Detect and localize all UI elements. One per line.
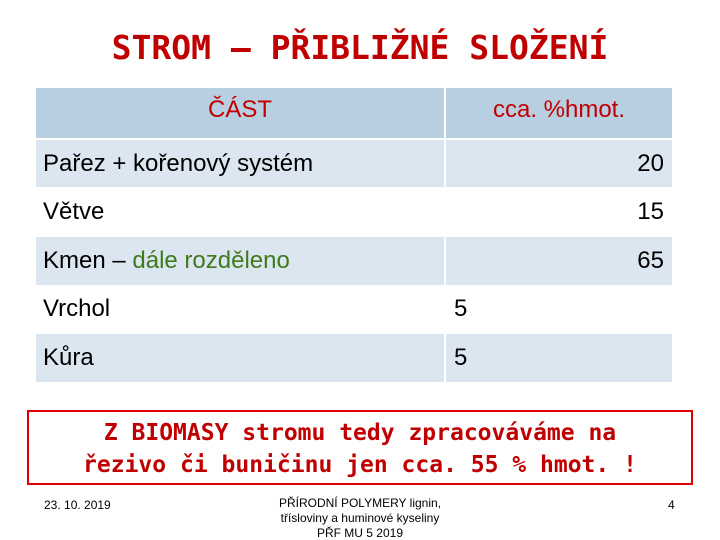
row-label-text: Pařez + kořenový systém [43,150,314,177]
table-row-value [446,140,672,187]
callout-line-1: Z BIOMASY stromu tedy zpracováváme na [103,420,617,446]
slide-title: STROM – PŘIBLIŽNÉ SLOŽENÍ [111,28,609,67]
footer-center-line-3: PŘF MU 5 2019 [316,526,404,540]
table-row-value [446,188,672,236]
header-part-label: ČÁST [207,96,272,123]
header-part [36,88,444,138]
table-row-label [36,285,444,333]
footer-center-line-2: třísloviny a huminové kyseliny [280,511,440,525]
row-label-text: Vrchol [43,295,111,322]
table-row-value [446,285,672,333]
page-number: 4 [668,498,675,512]
row-value-text: 15 [637,198,664,225]
row-value-text: 5 [454,295,468,322]
row-label-text: Kůra [43,344,94,371]
header-percent [446,88,672,138]
footer-center-line-1: PŘÍRODNÍ POLYMERY lignin, [278,496,442,510]
row-label-note: dále rozděleno [132,247,290,274]
table-row-label [36,237,444,285]
footer-center [230,496,490,540]
table-row-label [36,334,444,382]
table-row-value [446,334,672,382]
footer-date: 23. 10. 2019 [44,498,111,512]
row-label-text: Kmen – [43,247,133,274]
row-value-text: 5 [454,344,468,371]
callout-line-2: řezivo či buničinu jen cca. 55 % hmot. ! [83,452,637,478]
summary-callout [27,410,693,485]
header-percent-label: cca. %hmot. [492,96,626,123]
table-row-label [36,188,444,236]
table-row-value [446,237,672,285]
row-label-text: Větve [43,198,105,225]
row-value-text: 65 [637,247,664,274]
row-value-text: 20 [637,150,664,177]
table-row-label [36,140,444,187]
